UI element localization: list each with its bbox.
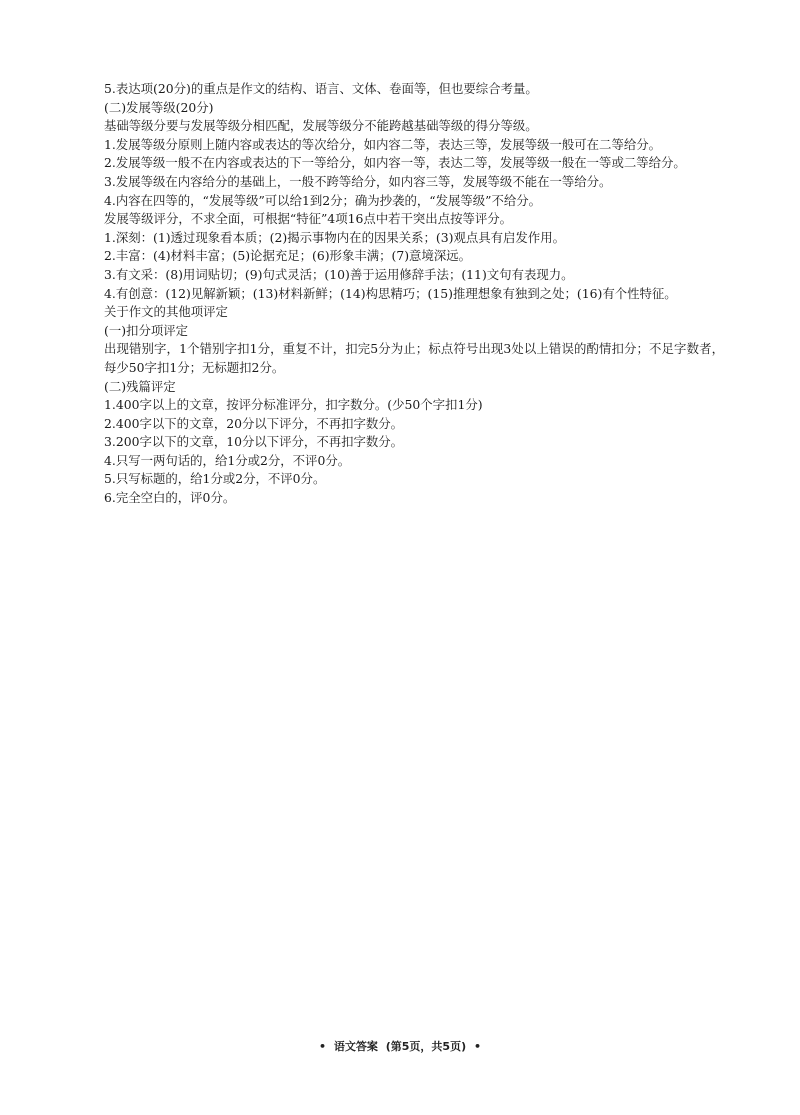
scoring-rule-line: 发展等级评分，不求全面，可根据“特征”4项16点中若干突出点按等评分。 xyxy=(104,211,513,227)
footer-dot-right: • xyxy=(473,1040,481,1053)
incomplete-essay-rule: 2.400字以下的文章，20分以下评分，不再扣字数分。 xyxy=(104,415,404,431)
section-heading: (二)发展等级(20分) xyxy=(104,99,214,115)
incomplete-essay-rule: 6.完全空白的，评0分。 xyxy=(104,490,236,506)
section-heading: 关于作文的其他项评定 xyxy=(104,304,228,320)
incomplete-essay-rule: 5.只写标题的，给1分或2分，不评0分。 xyxy=(104,471,326,487)
scoring-rule-line: 3.发展等级在内容给分的基础上，一般不跨等给分，如内容三等，发展等级不能在一等给分。 xyxy=(104,173,612,189)
section-heading: (二)残篇评定 xyxy=(104,378,176,394)
feature-item: 3.有文采：(8)用词贴切；(9)句式灵活；(10)善于运用修辞手法；(11)文句有表现力。 xyxy=(104,266,574,282)
scoring-rule-line: 5.表达项(20分)的重点是作文的结构、语言、文体、卷面等，但也要综合考量。 xyxy=(104,81,538,96)
page-footer xyxy=(0,1038,800,1054)
scoring-rule-line: 1.发展等级分原则上随内容或表达的等次给分，如内容二等，表达三等，发展等级一般可在二等给分。 xyxy=(104,136,662,152)
feature-item: 2.丰富：(4)材料丰富；(5)论据充足；(6)形象丰满；(7)意境深远。 xyxy=(104,248,472,264)
footer-page-info: (第5页，共5页) xyxy=(385,1040,467,1053)
scoring-rule-line: 4.内容在四等的，“发展等级”可以给1到2分；确为抄袭的，“发展等级”不给分。 xyxy=(104,192,542,208)
scoring-rule-line: 2.发展等级一般不在内容或表达的下一等给分，如内容一等，表达二等，发展等级一般在一等或二等给分。 xyxy=(104,155,686,171)
incomplete-essay-rule: 4.只写一两句话的，给1分或2分，不评0分。 xyxy=(104,452,351,468)
document-body xyxy=(104,80,724,508)
feature-item: 4.有创意：(12)见解新颖；(13)材料新鲜；(14)构思精巧；(15)推理想象有独到之处；(16)有个性特征。 xyxy=(104,285,677,301)
footer-subject: 语文答案 xyxy=(333,1040,378,1053)
incomplete-essay-rule: 3.200字以下的文章，10分以下评分，不再扣字数分。 xyxy=(104,434,404,450)
incomplete-essay-rule: 1.400字以上的文章，按评分标准评分，扣字数分。(少50个字扣1分) xyxy=(104,397,483,413)
scoring-rule-line: 基础等级分要与发展等级分相匹配，发展等级分不能跨越基础等级的得分等级。 xyxy=(104,118,538,134)
deduction-paragraph: 出现错别字，1个错别字扣1分，重复不计，扣完5分为止；标点符号出现3处以上错误的酌情扣分；不足字数者，每少50字扣1分；无标题扣2分。 xyxy=(104,341,724,375)
footer-dot-left: • xyxy=(319,1040,327,1053)
feature-item: 1.深刻：(1)透过现象看本质；(2)揭示事物内在的因果关系；(3)观点具有启发作用。 xyxy=(104,229,565,245)
section-heading: (一)扣分项评定 xyxy=(104,322,189,338)
